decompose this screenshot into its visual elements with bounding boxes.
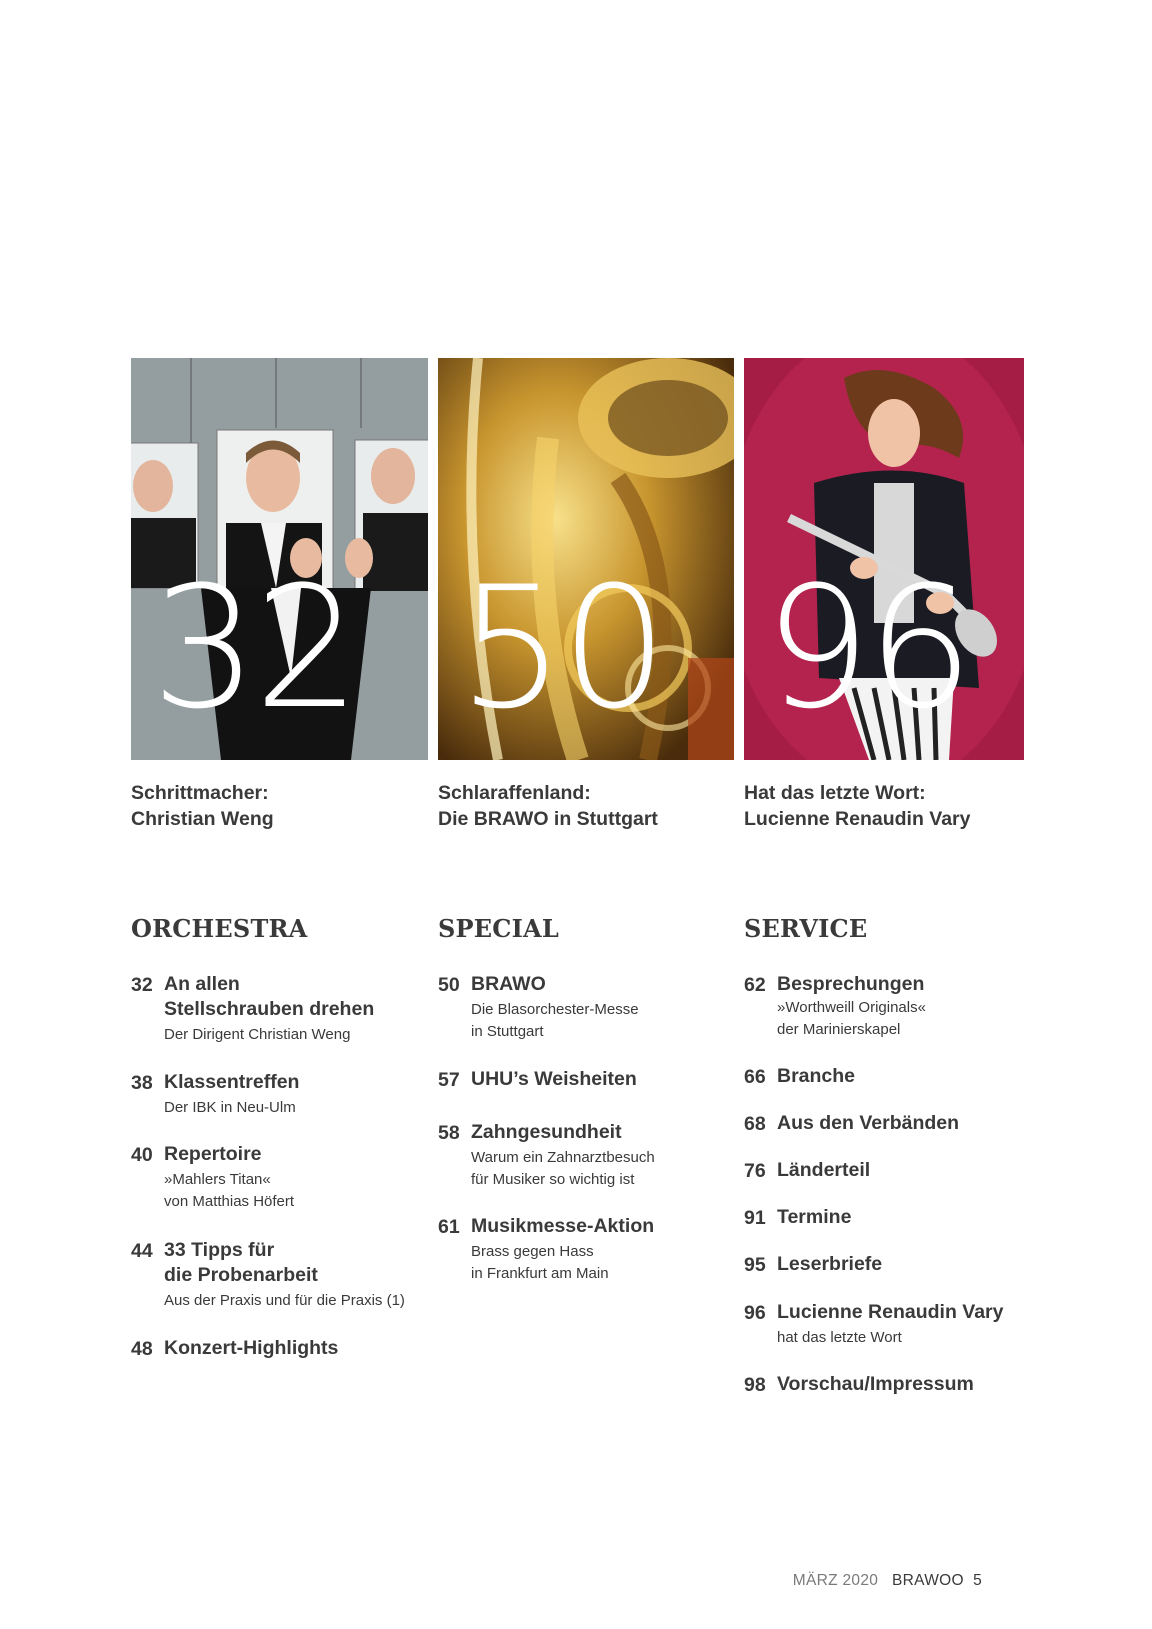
toc-title: Konzert-Highlights: [164, 1337, 339, 1359]
toc-subtitle: Aus der Praxis und für die Praxis (1): [164, 1292, 405, 1309]
toc-subtitle: Warum ein Zahnarztbesuch für Musiker so wichtig ist: [471, 1149, 655, 1188]
toc-title: Leserbriefe: [777, 1253, 883, 1275]
toc-page-number: 95: [744, 1254, 766, 1276]
toc-page-number: 76: [744, 1160, 766, 1182]
toc-title: Termine: [777, 1206, 852, 1228]
toc-title: BRAWO: [471, 973, 546, 995]
toc-subtitle: Der Dirigent Christian Weng: [164, 1026, 351, 1043]
toc-title: Klassentreffen: [164, 1071, 300, 1093]
teaser-page-number: 32: [151, 550, 357, 746]
toc-title: Zahngesundheit: [471, 1121, 622, 1143]
toc-title: Lucienne Renaudin Vary: [777, 1301, 1004, 1323]
teaser-caption[interactable]: Schrittmacher: Christian Weng: [131, 782, 274, 830]
toc-page-number: 68: [744, 1113, 766, 1135]
teaser-photo-conductor[interactable]: [131, 358, 428, 760]
toc-page-number: 38: [131, 1072, 153, 1094]
section-heading-orchestra: ORCHESTRA: [131, 914, 308, 943]
toc-subtitle: »Mahlers Titan« von Matthias Höfert: [164, 1171, 295, 1210]
toc-page-number: 40: [131, 1144, 153, 1166]
toc-title: Besprechungen: [777, 973, 925, 995]
toc-page-number: 61: [438, 1216, 460, 1238]
toc-page-number: 58: [438, 1122, 460, 1144]
page-footer: [793, 1572, 982, 1590]
toc-page-number: 44: [131, 1240, 153, 1262]
magazine-name: BRAWOO: [892, 1572, 964, 1589]
toc-title: Musikmesse-Aktion: [471, 1215, 655, 1237]
toc-subtitle: Brass gegen Hass in Frankfurt am Main: [471, 1243, 609, 1282]
toc-page-number: 66: [744, 1066, 766, 1088]
toc-title: UHU’s Weisheiten: [471, 1068, 637, 1090]
toc-subtitle: hat das letzte Wort: [777, 1329, 902, 1346]
toc-title: Aus den Verbänden: [777, 1112, 960, 1134]
toc-subtitle: »Worthweill Originals« der Marinierskapel: [777, 999, 926, 1038]
teaser-page-number: 50: [458, 550, 664, 746]
toc-page-number: 91: [744, 1207, 766, 1229]
toc-page-number: 96: [744, 1302, 766, 1324]
toc-title: An allen Stellschrauben drehen: [164, 973, 375, 1020]
toc-title: 33 Tipps für die Probenarbeit: [164, 1239, 318, 1286]
toc-subtitle: Die Blasorchester-Messe in Stuttgart: [471, 1001, 639, 1040]
toc-page-number: 48: [131, 1338, 153, 1360]
toc-page-number: 50: [438, 974, 460, 996]
page-number: 5: [973, 1572, 982, 1589]
toc-title: Branche: [777, 1065, 856, 1087]
section-heading-service: SERVICE: [744, 914, 868, 943]
teaser-caption[interactable]: Hat das letzte Wort: Lucienne Renaudin Vary: [744, 782, 971, 830]
toc-title: Länderteil: [777, 1159, 871, 1181]
section-heading-special: SPECIAL: [438, 914, 559, 943]
toc-page-number: 32: [131, 974, 153, 996]
toc-page-number: 62: [744, 974, 766, 996]
toc-subtitle: Der IBK in Neu-Ulm: [164, 1099, 296, 1116]
teaser-caption[interactable]: Schlaraffenland: Die BRAWO in Stuttgart: [438, 782, 658, 830]
teaser-photo-tuba[interactable]: [438, 358, 734, 760]
toc-page-number: 57: [438, 1069, 460, 1091]
toc-title: Vorschau/Impressum: [777, 1373, 974, 1395]
teaser-photo-trumpeter[interactable]: [744, 358, 1024, 760]
issue-date: MÄRZ 2020: [792, 1572, 879, 1589]
toc-page-number: 98: [744, 1374, 766, 1396]
toc-title: Repertoire: [164, 1143, 262, 1165]
teaser-page-number: 96: [764, 550, 970, 746]
